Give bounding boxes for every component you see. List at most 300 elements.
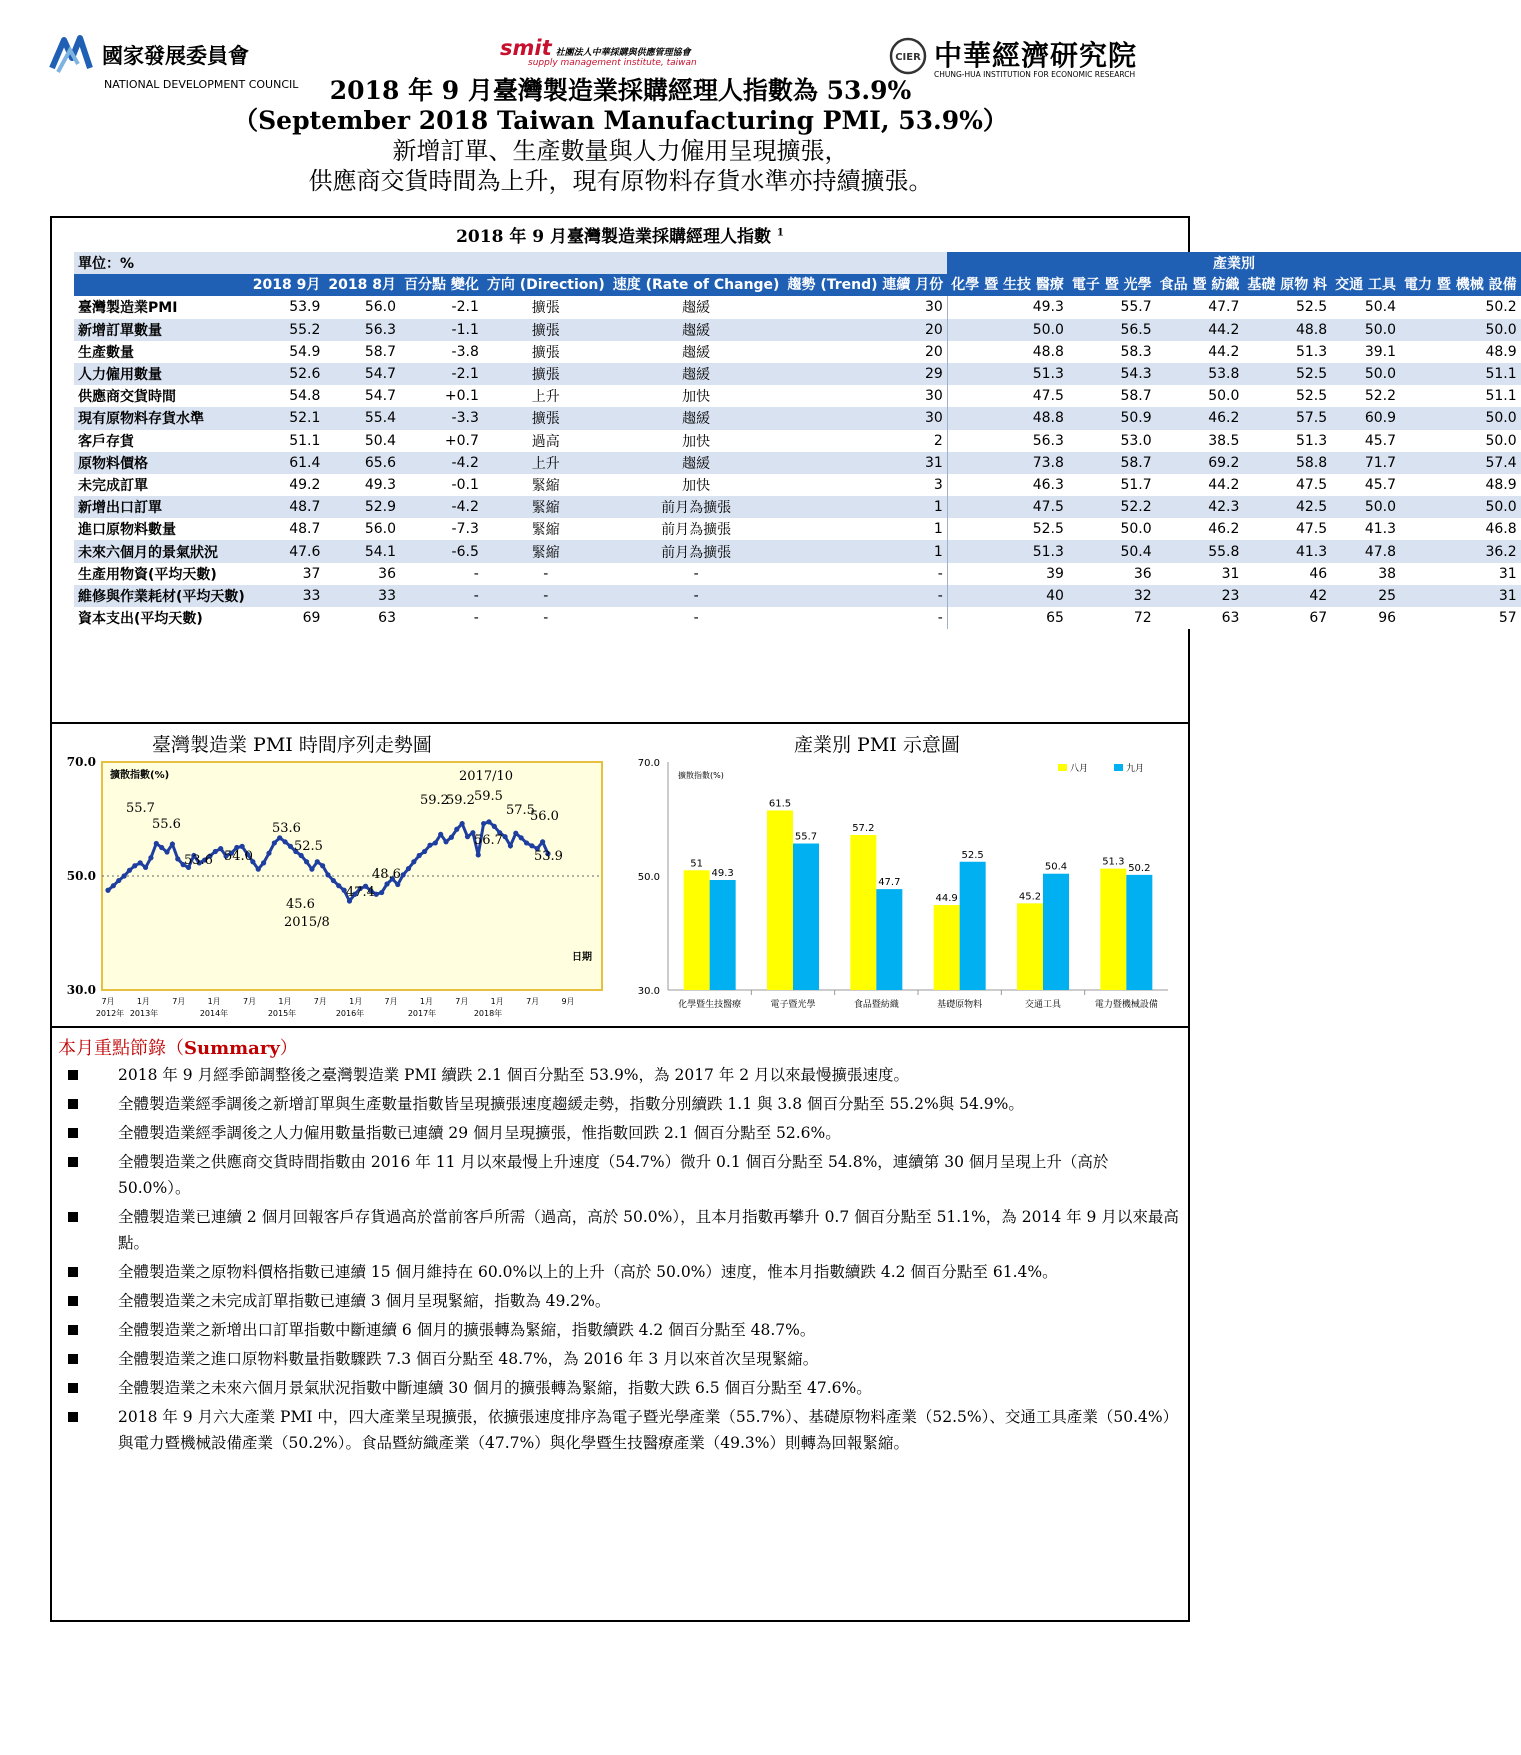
- table-cell: 69: [249, 607, 325, 629]
- bar: [767, 810, 793, 990]
- table-cell: 48.9: [1400, 474, 1521, 496]
- chart-annotation: 47.4: [346, 885, 375, 900]
- x-tick-month: 1月: [490, 997, 504, 1006]
- summary-item: [58, 1259, 1182, 1285]
- data-point: [422, 849, 427, 854]
- summary-item: [58, 1149, 1182, 1201]
- table-cell: 56.3: [947, 430, 1068, 452]
- table-title-footnote: 1: [776, 227, 784, 239]
- table-cell: 38.5: [1156, 430, 1244, 452]
- cier-mark-text: CIER: [895, 52, 921, 63]
- table-cell: -2.1: [400, 363, 483, 385]
- table-cell: 23: [1156, 585, 1244, 607]
- chart-annotation: 53.6: [272, 821, 301, 836]
- summary-item-text: 全體製造業之未來六個月景氣狀況指數中斷連續 30 個月的擴張轉為緊縮，指數大跌 6.5 個百分點至 47.6%。: [118, 1379, 872, 1397]
- table-cell: -: [609, 585, 784, 607]
- table-row: [74, 341, 1521, 363]
- data-point: [272, 840, 277, 845]
- table-cell: 72: [1068, 607, 1156, 629]
- row-label: 進口原物料數量: [74, 518, 249, 540]
- bar-value-label: 50.4: [1044, 861, 1068, 873]
- report-frame: [50, 216, 1517, 1622]
- table-cell: -: [783, 607, 947, 629]
- table-cell: 36.2: [1400, 540, 1521, 562]
- row-label: 供應商交貨時間: [74, 385, 249, 407]
- data-point: [502, 834, 507, 839]
- table-cell: 58.7: [1068, 452, 1156, 474]
- table-cell: 60.9: [1331, 407, 1400, 429]
- summary-item: [58, 1404, 1182, 1456]
- table-cell: -: [400, 607, 483, 629]
- data-point: [315, 859, 320, 864]
- table-title: [52, 222, 1188, 247]
- bar: [876, 889, 902, 990]
- row-label: 臺灣製造業PMI: [74, 296, 249, 318]
- table-cell: 42: [1243, 585, 1331, 607]
- table-cell: 71.7: [1331, 452, 1400, 474]
- bar: [684, 870, 710, 990]
- table-cell: 前月為擴張: [609, 496, 784, 518]
- table-cell: 47.8: [1331, 540, 1400, 562]
- table-cell: 56.0: [324, 518, 400, 540]
- table-cell: 56.0: [324, 296, 400, 318]
- data-point: [170, 841, 175, 846]
- x-axis-label: 日期: [572, 952, 592, 963]
- table-cell: 56.3: [324, 319, 400, 341]
- data-point: [164, 849, 169, 854]
- bar-value-label: 45.2: [1018, 891, 1042, 903]
- table-cell: 48.8: [947, 341, 1068, 363]
- column-header: 電力 暨 機械 設備: [1400, 274, 1521, 296]
- table-cell: 50.0: [1331, 363, 1400, 385]
- data-point: [266, 851, 271, 856]
- data-point: [449, 835, 454, 840]
- bar-value-label: 50.2: [1128, 862, 1151, 874]
- table-cell: 緊縮: [483, 518, 609, 540]
- table-cell: 48.8: [1243, 319, 1331, 341]
- x-tick-month: 7月: [172, 997, 186, 1006]
- data-point: [175, 856, 180, 861]
- data-point: [148, 855, 153, 860]
- summary-item-text: 全體製造業之新增出口訂單指數中斷連續 6 個月的擴張轉為緊縮，指數續跌 4.2 個百分點至 48.7%。: [118, 1321, 816, 1339]
- table-row: [74, 540, 1521, 562]
- table-cell: 47.5: [1243, 518, 1331, 540]
- x-tick-year: 2017年: [407, 1009, 437, 1018]
- table-cell: 50.0: [1331, 496, 1400, 518]
- table-cell: 44.2: [1156, 341, 1244, 363]
- column-header: 化學 暨 生技 醫療: [947, 274, 1068, 296]
- table-cell: -3.8: [400, 341, 483, 363]
- data-point: [331, 878, 336, 883]
- table-cell: 63: [1156, 607, 1244, 629]
- ndc-name-cn: 國家發展委員會: [102, 44, 249, 68]
- table-cell: 加快: [609, 430, 784, 452]
- table-cell: 33: [324, 585, 400, 607]
- table-cell: 42.5: [1243, 496, 1331, 518]
- data-point: [401, 872, 406, 877]
- table-cell: -: [609, 607, 784, 629]
- data-point: [379, 890, 384, 895]
- bullet-square-icon: [68, 1383, 78, 1393]
- row-label: 原物料價格: [74, 452, 249, 474]
- bar-value-label: 55.7: [794, 831, 818, 843]
- x-tick-month: 7月: [455, 997, 469, 1006]
- y-tick-label: 30.0: [66, 983, 96, 997]
- bar: [1017, 903, 1043, 990]
- table-cell: 51.3: [947, 540, 1068, 562]
- summary-item: [58, 1288, 1182, 1314]
- summary-item: [58, 1317, 1182, 1343]
- table-cell: 51.3: [1243, 341, 1331, 363]
- table-cell: 1: [783, 540, 947, 562]
- unit-row: [74, 252, 1521, 274]
- legend-label: 八月: [1070, 764, 1089, 774]
- table-cell: 73.8: [947, 452, 1068, 474]
- column-header: 交通 工具: [1331, 274, 1400, 296]
- x-tick-month: 7月: [242, 997, 257, 1006]
- chart-annotation: 45.6: [286, 897, 315, 912]
- table-cell: 擴張: [483, 363, 609, 385]
- summary-title-close: ）: [279, 1038, 298, 1059]
- table-cell: -: [783, 585, 947, 607]
- table-cell: 51.3: [947, 363, 1068, 385]
- table-row: [74, 607, 1521, 629]
- data-point: [132, 863, 137, 868]
- table-cell: 45.7: [1331, 430, 1400, 452]
- smit-mark: smit: [500, 36, 552, 60]
- row-label: 客戶存貨: [74, 430, 249, 452]
- row-label: 新增出口訂單: [74, 496, 249, 518]
- x-tick-month: 7月: [384, 997, 398, 1006]
- table-cell: 50.0: [1400, 407, 1521, 429]
- bar-value-label: 47.7: [878, 877, 901, 889]
- title-line-4: 供應商交貨時間為上升，現有原物料存貨水準亦持續擴張。: [308, 167, 933, 195]
- table-cell: 67: [1243, 607, 1331, 629]
- y-tick-label: 70.0: [637, 758, 660, 769]
- table-cell: 55.2: [249, 319, 325, 341]
- table-cell: 63: [324, 607, 400, 629]
- data-point: [524, 840, 529, 845]
- bar-value-label: 51.3: [1102, 856, 1125, 868]
- table-cell: 50.0: [1156, 385, 1244, 407]
- table-cell: 44.2: [1156, 319, 1244, 341]
- data-point: [411, 859, 416, 864]
- chart-annotation: 59.5: [474, 789, 503, 804]
- table-row: [74, 563, 1521, 585]
- summary-item: [58, 1120, 1182, 1146]
- summary-title-cn: 本月重點節錄（: [58, 1038, 184, 1059]
- chart-annotation: 2017/10: [459, 769, 514, 784]
- table-cell: 47.6: [249, 540, 325, 562]
- summary-item-text: 全體製造業之未完成訂單指數已連續 3 個月呈現緊縮，指數為 49.2%。: [118, 1292, 611, 1310]
- table-cell: 39.1: [1331, 341, 1400, 363]
- bullet-square-icon: [68, 1157, 78, 1167]
- bar: [793, 844, 819, 990]
- data-point: [325, 872, 330, 877]
- x-tick-year: 2012年: [95, 1009, 125, 1018]
- y-tick-label: 50.0: [66, 869, 96, 883]
- table-cell: 46.2: [1156, 407, 1244, 429]
- table-cell: -3.3: [400, 407, 483, 429]
- table-cell: 48.7: [249, 518, 325, 540]
- data-point: [127, 868, 132, 873]
- table-cell: 擴張: [483, 296, 609, 318]
- summary-item: [58, 1062, 1182, 1088]
- chart-annotation: 55.6: [152, 817, 181, 832]
- table-cell: 加快: [609, 474, 784, 496]
- category-label: 交通工具: [1024, 1000, 1062, 1010]
- summary-item: [58, 1346, 1182, 1372]
- category-label: 電力暨機械設備: [1094, 1000, 1158, 1010]
- row-label: 維修與作業耗材(平均天數): [74, 585, 249, 607]
- table-cell: 33: [249, 585, 325, 607]
- table-cell: 42.3: [1156, 496, 1244, 518]
- table-cell: 50.0: [1068, 518, 1156, 540]
- data-point: [320, 863, 325, 868]
- table-cell: 50.4: [324, 430, 400, 452]
- table-cell: 趨緩: [609, 296, 784, 318]
- table-cell: -1.1: [400, 319, 483, 341]
- table-cell: 趨緩: [609, 452, 784, 474]
- data-point: [476, 852, 481, 857]
- table-cell: 52.9: [324, 496, 400, 518]
- table-cell: 31: [1400, 585, 1521, 607]
- table-cell: 51.1: [1400, 363, 1521, 385]
- table-cell: 54.1: [324, 540, 400, 562]
- data-point: [218, 846, 223, 851]
- table-row: [74, 296, 1521, 318]
- row-label: 人力僱用數量: [74, 363, 249, 385]
- table-row: [74, 585, 1521, 607]
- bullet-square-icon: [68, 1070, 78, 1080]
- table-cell: 48.8: [947, 407, 1068, 429]
- data-point: [304, 859, 309, 864]
- chart-annotation: 59.2: [420, 793, 449, 808]
- charts-section: [52, 722, 1188, 1022]
- data-point: [465, 834, 470, 839]
- smit-logo: [500, 36, 697, 68]
- table-cell: 65: [947, 607, 1068, 629]
- bar-value-label: 44.9: [935, 893, 958, 905]
- y-axis-label: 擴散指數(%): [110, 770, 170, 781]
- chart-annotation: 52.5: [294, 839, 323, 854]
- table-cell: 30: [783, 296, 947, 318]
- table-cell: 46.8: [1400, 518, 1521, 540]
- data-point: [116, 878, 121, 883]
- x-tick-year: 2016年: [335, 1009, 365, 1018]
- summary-item-text: 全體製造業之原物料價格指數已連續 15 個月維持在 60.0%以上的上升（高於 50.0%）速度，惟本月指數續跌 4.2 個百分點至 61.4%。: [118, 1263, 1058, 1281]
- title-line-2: （September 2018 Taiwan Manufacturing PMI, 53.9%）: [233, 106, 1008, 135]
- chart-annotation: 54.0: [224, 849, 253, 864]
- table-cell: 趨緩: [609, 319, 784, 341]
- bar-value-label: 49.3: [711, 867, 734, 879]
- x-tick-year: 2013年: [129, 1009, 159, 1018]
- data-point: [143, 865, 148, 870]
- table-cell: +0.1: [400, 385, 483, 407]
- smit-name-cn: 社團法人中華採購與供應管理協會: [555, 48, 691, 58]
- legend-swatch: [1058, 764, 1067, 771]
- table-cell: 36: [1068, 563, 1156, 585]
- table-cell: 52.5: [947, 518, 1068, 540]
- chart-annotation: 56.0: [530, 809, 559, 824]
- data-point: [433, 840, 438, 845]
- legend-swatch: [1114, 764, 1123, 771]
- summary-item-text: 全體製造業經季調後之新增訂單與生產數量指數皆呈現擴張速度趨緩走勢，指數分別續跌 1.1 與 3.8 個百分點至 55.2%與 54.9%。: [118, 1095, 1024, 1113]
- table-cell: 54.3: [1068, 363, 1156, 385]
- table-cell: 1: [783, 496, 947, 518]
- summary-item: [58, 1091, 1182, 1117]
- summary-item-text: 全體製造業之進口原物料數量指數驟跌 7.3 個百分點至 48.7%，為 2016 年 3 月以來首次呈現緊縮。: [118, 1350, 819, 1368]
- data-point: [159, 845, 164, 850]
- table-row: [74, 363, 1521, 385]
- table-cell: 48.7: [249, 496, 325, 518]
- row-label: 現有原物料存貨水準: [74, 407, 249, 429]
- bullet-square-icon: [68, 1267, 78, 1277]
- table-cell: -: [483, 585, 609, 607]
- table-cell: 前月為擴張: [609, 540, 784, 562]
- cier-emblem-icon: [888, 36, 928, 76]
- data-point: [395, 882, 400, 887]
- table-cell: 49.3: [324, 474, 400, 496]
- table-cell: 擴張: [483, 319, 609, 341]
- table-cell: -: [609, 563, 784, 585]
- column-header: 2018 8月: [324, 274, 400, 296]
- chart-annotation: 53.6: [184, 853, 213, 868]
- table-cell: 52.2: [1331, 385, 1400, 407]
- table-cell: -4.2: [400, 452, 483, 474]
- category-label: 基礎原物料: [937, 1000, 983, 1010]
- table-cell: -7.3: [400, 518, 483, 540]
- table-cell: 31: [1156, 563, 1244, 585]
- column-header: 方向 (Direction): [483, 274, 609, 296]
- chart-annotation: 53.9: [534, 849, 563, 864]
- data-point: [443, 839, 448, 844]
- column-header-row: [74, 274, 1521, 296]
- table-cell: 47.5: [947, 496, 1068, 518]
- category-label: 化學暨生技醫療: [678, 1000, 742, 1010]
- summary-item-text: 2018 年 9 月六大產業 PMI 中，四大產業呈現擴張，依擴張速度排序為電子暨光學產業（55.7%）、基礎原物料產業（52.5%）、交通工具產業（50.4%）與電力暨機械設備產業（50.2%）。食品暨紡織產業（47.7%）與化學暨生技醫療產業（49.3%）則轉為回報緊縮。: [118, 1408, 1179, 1452]
- table-cell: 49.2: [249, 474, 325, 496]
- table-cell: 29: [783, 363, 947, 385]
- cier-name-cn: 中華經濟研究院: [934, 39, 1138, 72]
- table-cell: 53.8: [1156, 363, 1244, 385]
- table-cell: 趨緩: [609, 363, 784, 385]
- x-tick-month: 7月: [526, 997, 540, 1006]
- x-tick-month: 1月: [278, 997, 292, 1006]
- legend-label: 九月: [1126, 764, 1145, 774]
- table-cell: 45.7: [1331, 474, 1400, 496]
- table-cell: 40: [947, 585, 1068, 607]
- category-label: 食品暨紡織: [853, 1000, 899, 1010]
- table-row: [74, 474, 1521, 496]
- table-cell: 58.3: [1068, 341, 1156, 363]
- data-point: [154, 841, 159, 846]
- table-cell: 緊縮: [483, 540, 609, 562]
- bullet-square-icon: [68, 1128, 78, 1138]
- x-tick-month: 1月: [349, 997, 363, 1006]
- title-line-3: 新增訂單、生產數量與人力僱用呈現擴張，: [392, 137, 849, 165]
- table-row: [74, 385, 1521, 407]
- x-tick-month: 9月: [561, 997, 575, 1006]
- data-point: [540, 839, 545, 844]
- table-cell: 65.6: [324, 452, 400, 474]
- table-cell: 57.5: [1243, 407, 1331, 429]
- data-point: [309, 867, 314, 872]
- table-cell: 25: [1331, 585, 1400, 607]
- bar: [960, 862, 986, 990]
- line-chart-title: 臺灣製造業 PMI 時間序列走勢圖: [152, 734, 432, 756]
- bar-chart-title: 產業別 PMI 示意圖: [794, 734, 960, 756]
- bullet-square-icon: [68, 1325, 78, 1335]
- data-point: [513, 831, 518, 836]
- industry-bar-chart: [622, 754, 1182, 1024]
- bar-value-label: 51: [690, 858, 704, 870]
- bar-value-label: 61.5: [768, 798, 792, 810]
- x-tick-month: 7月: [313, 997, 327, 1006]
- table-cell: 55.4: [324, 407, 400, 429]
- bar-value-label: 52.5: [961, 849, 984, 861]
- summary-item-text: 全體製造業經季調後之人力僱用數量指數已連續 29 個月呈現擴張，惟指數回跌 2.1 個百分點至 52.6%。: [118, 1124, 841, 1142]
- row-label: 生產數量: [74, 341, 249, 363]
- row-label: 資本支出(平均天數): [74, 607, 249, 629]
- summary-item: [58, 1204, 1182, 1256]
- summary-item-text: 全體製造業之供應商交貨時間指數由 2016 年 11 月以來最慢上升速度（54.7%）微升 0.1 個百分點至 54.8%，連續第 30 個月呈現上升（高於 50.0%）。: [118, 1153, 1109, 1197]
- table-cell: 46.2: [1156, 518, 1244, 540]
- summary-list: [58, 1062, 1182, 1459]
- data-point: [529, 843, 534, 848]
- table-cell: 61.4: [249, 452, 325, 474]
- industry-header: 產業別: [947, 252, 1520, 274]
- table-cell: 30: [783, 385, 947, 407]
- table-cell: -: [483, 563, 609, 585]
- table-cell: 96: [1331, 607, 1400, 629]
- column-header: 基礎 原物 料: [1243, 274, 1331, 296]
- ndc-name-en: NATIONAL DEVELOPMENT COUNCIL: [104, 78, 299, 91]
- row-label: 生產用物資(平均天數): [74, 563, 249, 585]
- table-cell: 44.2: [1156, 474, 1244, 496]
- summary-title-en: Summary: [184, 1038, 280, 1059]
- chart-annotation: 55.7: [126, 801, 155, 816]
- data-point: [282, 839, 287, 844]
- bullet-square-icon: [68, 1412, 78, 1422]
- unit-label: 單位：%: [74, 252, 249, 274]
- table-cell: 20: [783, 341, 947, 363]
- data-point: [256, 867, 261, 872]
- data-point: [508, 843, 513, 848]
- table-cell: -: [783, 563, 947, 585]
- document-title: [0, 76, 1241, 196]
- data-point: [417, 853, 422, 858]
- data-point: [336, 883, 341, 888]
- table-cell: +0.7: [400, 430, 483, 452]
- bar: [1043, 874, 1069, 990]
- bar-value-label: 57.2: [852, 822, 875, 834]
- y-tick-label: 50.0: [637, 872, 660, 883]
- table-cell: 38: [1331, 563, 1400, 585]
- x-tick-month: 7月: [101, 997, 115, 1006]
- summary-item-text: 2018 年 9 月經季節調整後之臺灣製造業 PMI 續跌 2.1 個百分點至 53.9%，為 2017 年 2 月以來最慢擴張速度。: [118, 1066, 910, 1084]
- table-cell: 31: [783, 452, 947, 474]
- table-cell: 53.9: [249, 296, 325, 318]
- table-cell: 51.1: [249, 430, 325, 452]
- table-cell: 57: [1400, 607, 1521, 629]
- table-cell: 46: [1243, 563, 1331, 585]
- table-cell: 54.7: [324, 363, 400, 385]
- table-cell: 52.2: [1068, 496, 1156, 518]
- table-cell: 50.0: [1400, 430, 1521, 452]
- table-cell: 1: [783, 518, 947, 540]
- table-cell: -6.5: [400, 540, 483, 562]
